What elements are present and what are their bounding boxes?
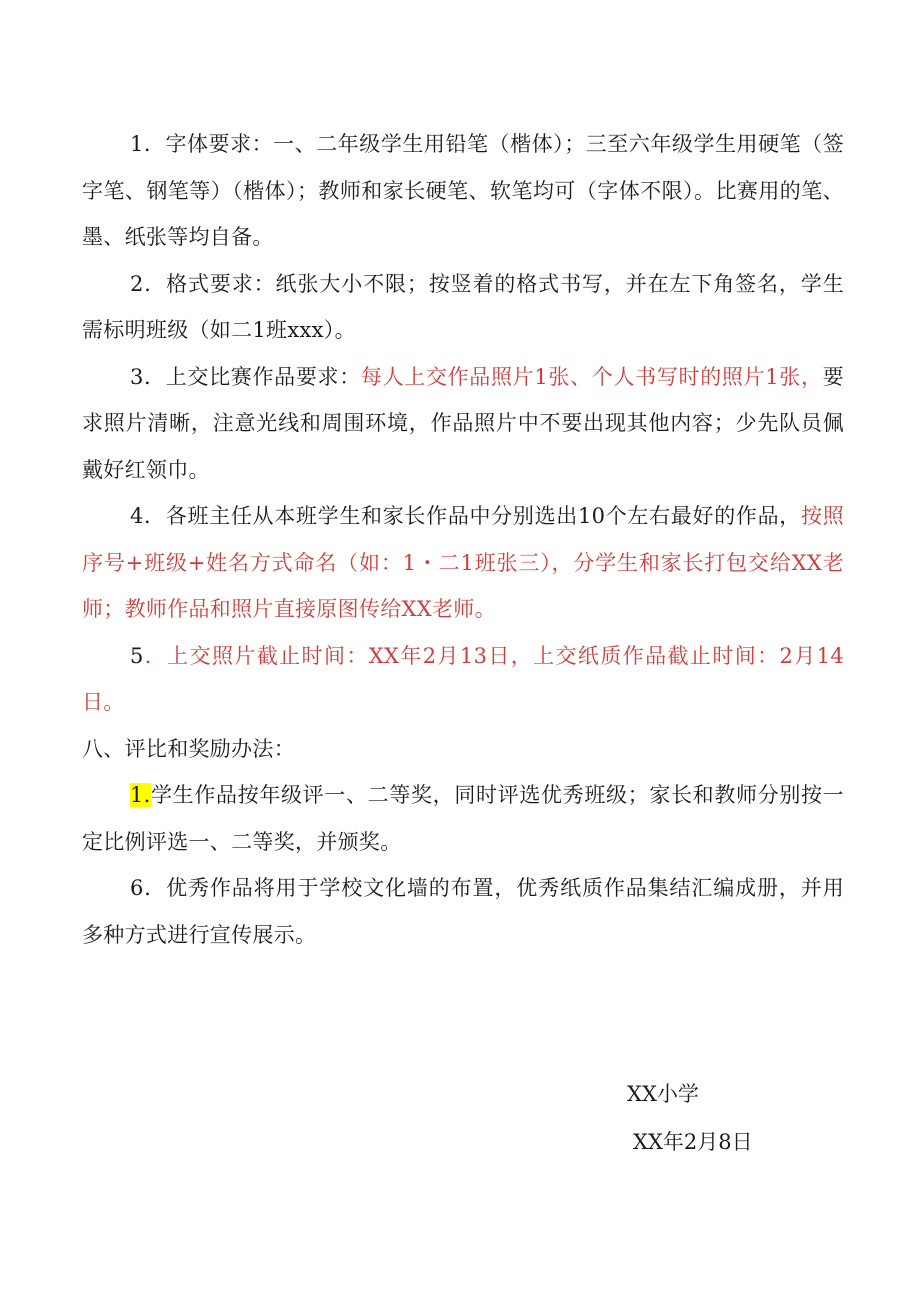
item-submission-rest: 要求照片清晰，注意光线和周围环境，作品照片中不要出现其他内容；少先队员佩戴好红领巾。 <box>82 364 844 482</box>
signature-school: XX小学 <box>627 1082 699 1106</box>
item-excellent-works: 6．优秀作品将用于学校文化墙的布置，优秀纸质作品集结汇编成册，并用多种方式进行宣传展示。 <box>82 876 844 947</box>
item-student-awards-text: 学生作品按年级评一、二等奖，同时评选优秀班级；家长和教师分别按一定比例评选一、二等奖，并颁奖。 <box>82 783 844 854</box>
document-body <box>82 121 844 958</box>
item-deadline <box>82 633 844 726</box>
item-class-selection <box>82 493 844 633</box>
section-heading-awards: 八、评比和奖励办法： <box>82 736 295 761</box>
item-format-requirements: 2．格式要求：纸张大小不限；按竖着的格式书写，并在左下角签名，学生需标明班级（如二1班xxx）。 <box>82 271 844 342</box>
item-deadline-text: ．上交照片截止时间：XX年2月13日，上交纸质作品截止时间：2月14日。 <box>82 643 844 714</box>
item-student-awards <box>82 772 844 865</box>
item-class-selection-naming: 按照序号+班级+姓名方式命名（如：1・二1班张三），分学生和家长打包交给XX老师；教师作品和照片直接原图传给XX老师。 <box>82 504 844 621</box>
item-student-awards-number: 1. <box>130 783 151 807</box>
signature-date: XX年2月8日 <box>633 1130 753 1154</box>
item-submission-photo-note: 每人上交作品照片1张、个人书写时的照片1张， <box>360 364 823 389</box>
item-deadline-number: 5 <box>130 643 144 668</box>
item-submission-requirements <box>82 354 844 494</box>
item-class-selection-prefix: 4．各班主任从本班学生和家长作品中分别选出10个左右最好的作品， <box>130 504 801 528</box>
item-submission-prefix: 3．上交比赛作品要求： <box>130 364 361 389</box>
item-font-requirements: 1．字体要求：一、二年级学生用铅笔（楷体）；三至六年级学生用硬笔（签字笔、钢笔等）（楷体）；教师和家长硬笔、软笔均可（字体不限）。比赛用的笔、墨、纸张等均自备。 <box>82 132 844 249</box>
